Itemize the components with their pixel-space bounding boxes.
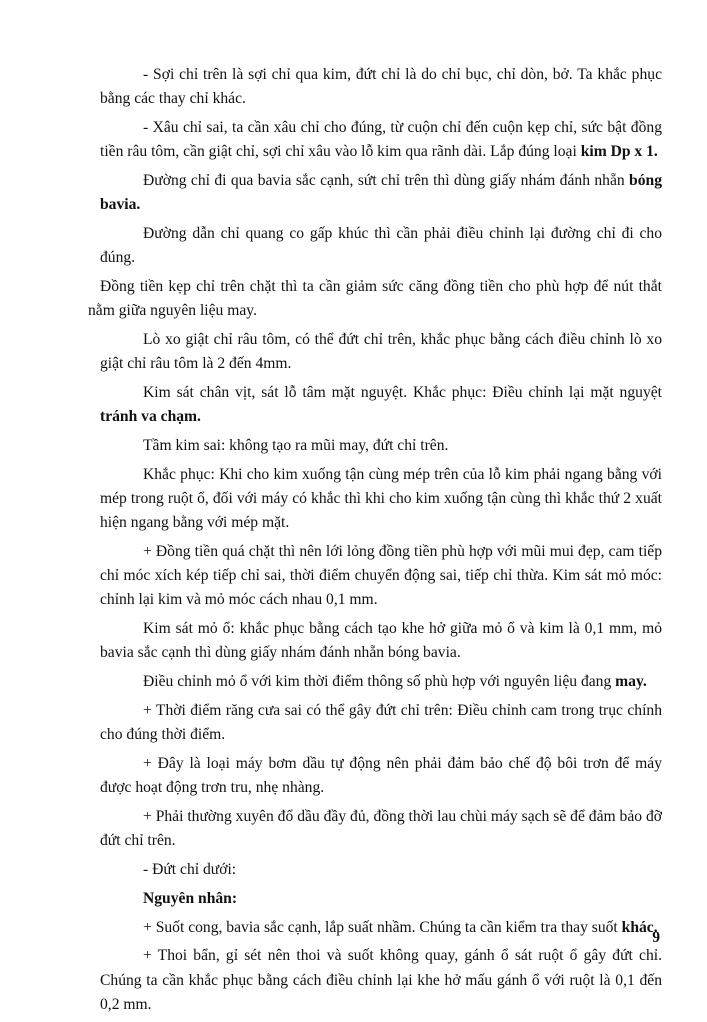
paragraph: - Đứt chỉ dưới:: [143, 861, 237, 878]
paragraph-text: - Xâu chỉ sai, ta cần xâu chỉ cho đúng, từ cuộn chỉ đến cuộn kẹp chỉ, sức bật đồng tiền râu tôm, cần giật chỉ, sợi chỉ xâu vào lỗ kim qua rãnh dài. Lắp đúng loại: [100, 119, 662, 161]
paragraph: + Phải thường xuyên đổ dầu đầy đủ, đồng thời lau chùi máy sạch sẽ để đảm bảo đỡ đứt chỉ trên.: [100, 808, 662, 850]
paragraph-text: Kim sát chân vịt, sát lỗ tâm mặt nguyệt. Khắc phục: Điều chỉnh lại mặt nguyệt: [143, 384, 662, 401]
paragraph-bold-tail: bóng bavia.: [100, 172, 662, 214]
paragraph: Lò xo giật chỉ râu tôm, có thể đứt chỉ trên, khắc phục bằng cách điều chỉnh lò xo giật chỉ râu tôm là 2 đến 4mm.: [100, 331, 662, 373]
paragraph: - Sợi chỉ trên là sợi chỉ qua kim, đứt chỉ là do chỉ bục, chỉ dòn, bở. Ta khắc phục bằng các thay chỉ khác.: [100, 66, 662, 108]
page-number: 9: [652, 929, 660, 946]
section-heading: Nguyên nhân:: [143, 889, 238, 907]
paragraph: Đồng tiền kẹp chỉ trên chặt thì ta cần giảm sức căng đồng tiền cho phù hợp để nút thắt nằm giữa nguyên liệu may.: [88, 278, 662, 320]
paragraph: Tầm kim sai: không tạo ra mũi may, đứt chỉ trên.: [143, 437, 449, 454]
paragraph: Kim sát mỏ ổ: khắc phục bằng cách tạo khe hở giữa mỏ ổ và kim là 0,1 mm, mỏ bavia sắc cạnh thì dùng giấy nhám đánh nhẵn bóng bavia.: [100, 620, 662, 662]
paragraph: [100, 169, 662, 217]
paragraph-bold-tail: kim Dp x 1.: [580, 143, 658, 161]
paragraph: + Thời điểm răng cưa sai có thể gây đứt chỉ trên: Điều chỉnh cam trong trục chính cho đúng thời điểm.: [100, 702, 662, 744]
paragraph: [100, 381, 662, 429]
paragraph-bold-tail: tránh va chạm.: [100, 408, 201, 426]
paragraph: [100, 116, 662, 164]
paragraph-text: Đường chỉ đi qua bavia sắc cạnh, sứt chỉ trên thì dùng giấy nhám đánh nhẵn: [143, 172, 630, 189]
paragraph: + Đồng tiền quá chặt thì nên lới lỏng đồng tiền phù hợp với mũi mui đẹp, cam tiếp chỉ móc xích kép tiếp chỉ sai, thời điểm chuyển động sai, tiếp chỉ thừa. Kim sát mỏ móc: chỉnh lại kim và mỏ móc cách nhau 0,1 mm.: [100, 543, 662, 609]
paragraph-bold-tail: may.: [615, 673, 647, 691]
paragraph: + Thoi bẩn, gỉ sét nên thoi và suốt không quay, gánh ổ sát ruột ổ gây đứt chỉ. Chúng ta cần khắc phục bằng cách điều chỉnh lại khe hở mấu gánh ổ với ruột là 0,1 đến 0,2 mm.: [100, 947, 662, 1013]
paragraph: [100, 916, 662, 940]
paragraph: Đường dẫn chỉ quang co gấp khúc thì cần phải điều chỉnh lại đường chỉ đi cho đúng.: [100, 225, 662, 267]
paragraph-text: Điều chỉnh mỏ ổ với kim thời điểm thông số phù hợp với nguyên liệu đang: [143, 673, 616, 691]
paragraph-bold-tail: khác.: [621, 918, 658, 936]
paragraph: Khắc phục: Khi cho kim xuống tận cùng mép trên của lỗ kim phải ngang bằng với mép trong ruột ổ, đối với máy có khắc thì khi cho kim xuống tận cùng thì khắc thứ 2 xuất hiện ngang bằng với mép mặt.: [100, 465, 662, 532]
paragraph-text: + Suốt cong, bavia sắc cạnh, lắp suất nhầm. Chúng ta cần kiểm tra thay suốt: [143, 918, 622, 936]
paragraph: + Đây là loại máy bơm dầu tự động nên phải đảm bảo chế độ bôi trơn để máy được hoạt động trơn tru, nhẹ nhàng.: [100, 755, 662, 797]
document-body: [88, 63, 662, 1022]
paragraph: [100, 670, 662, 694]
